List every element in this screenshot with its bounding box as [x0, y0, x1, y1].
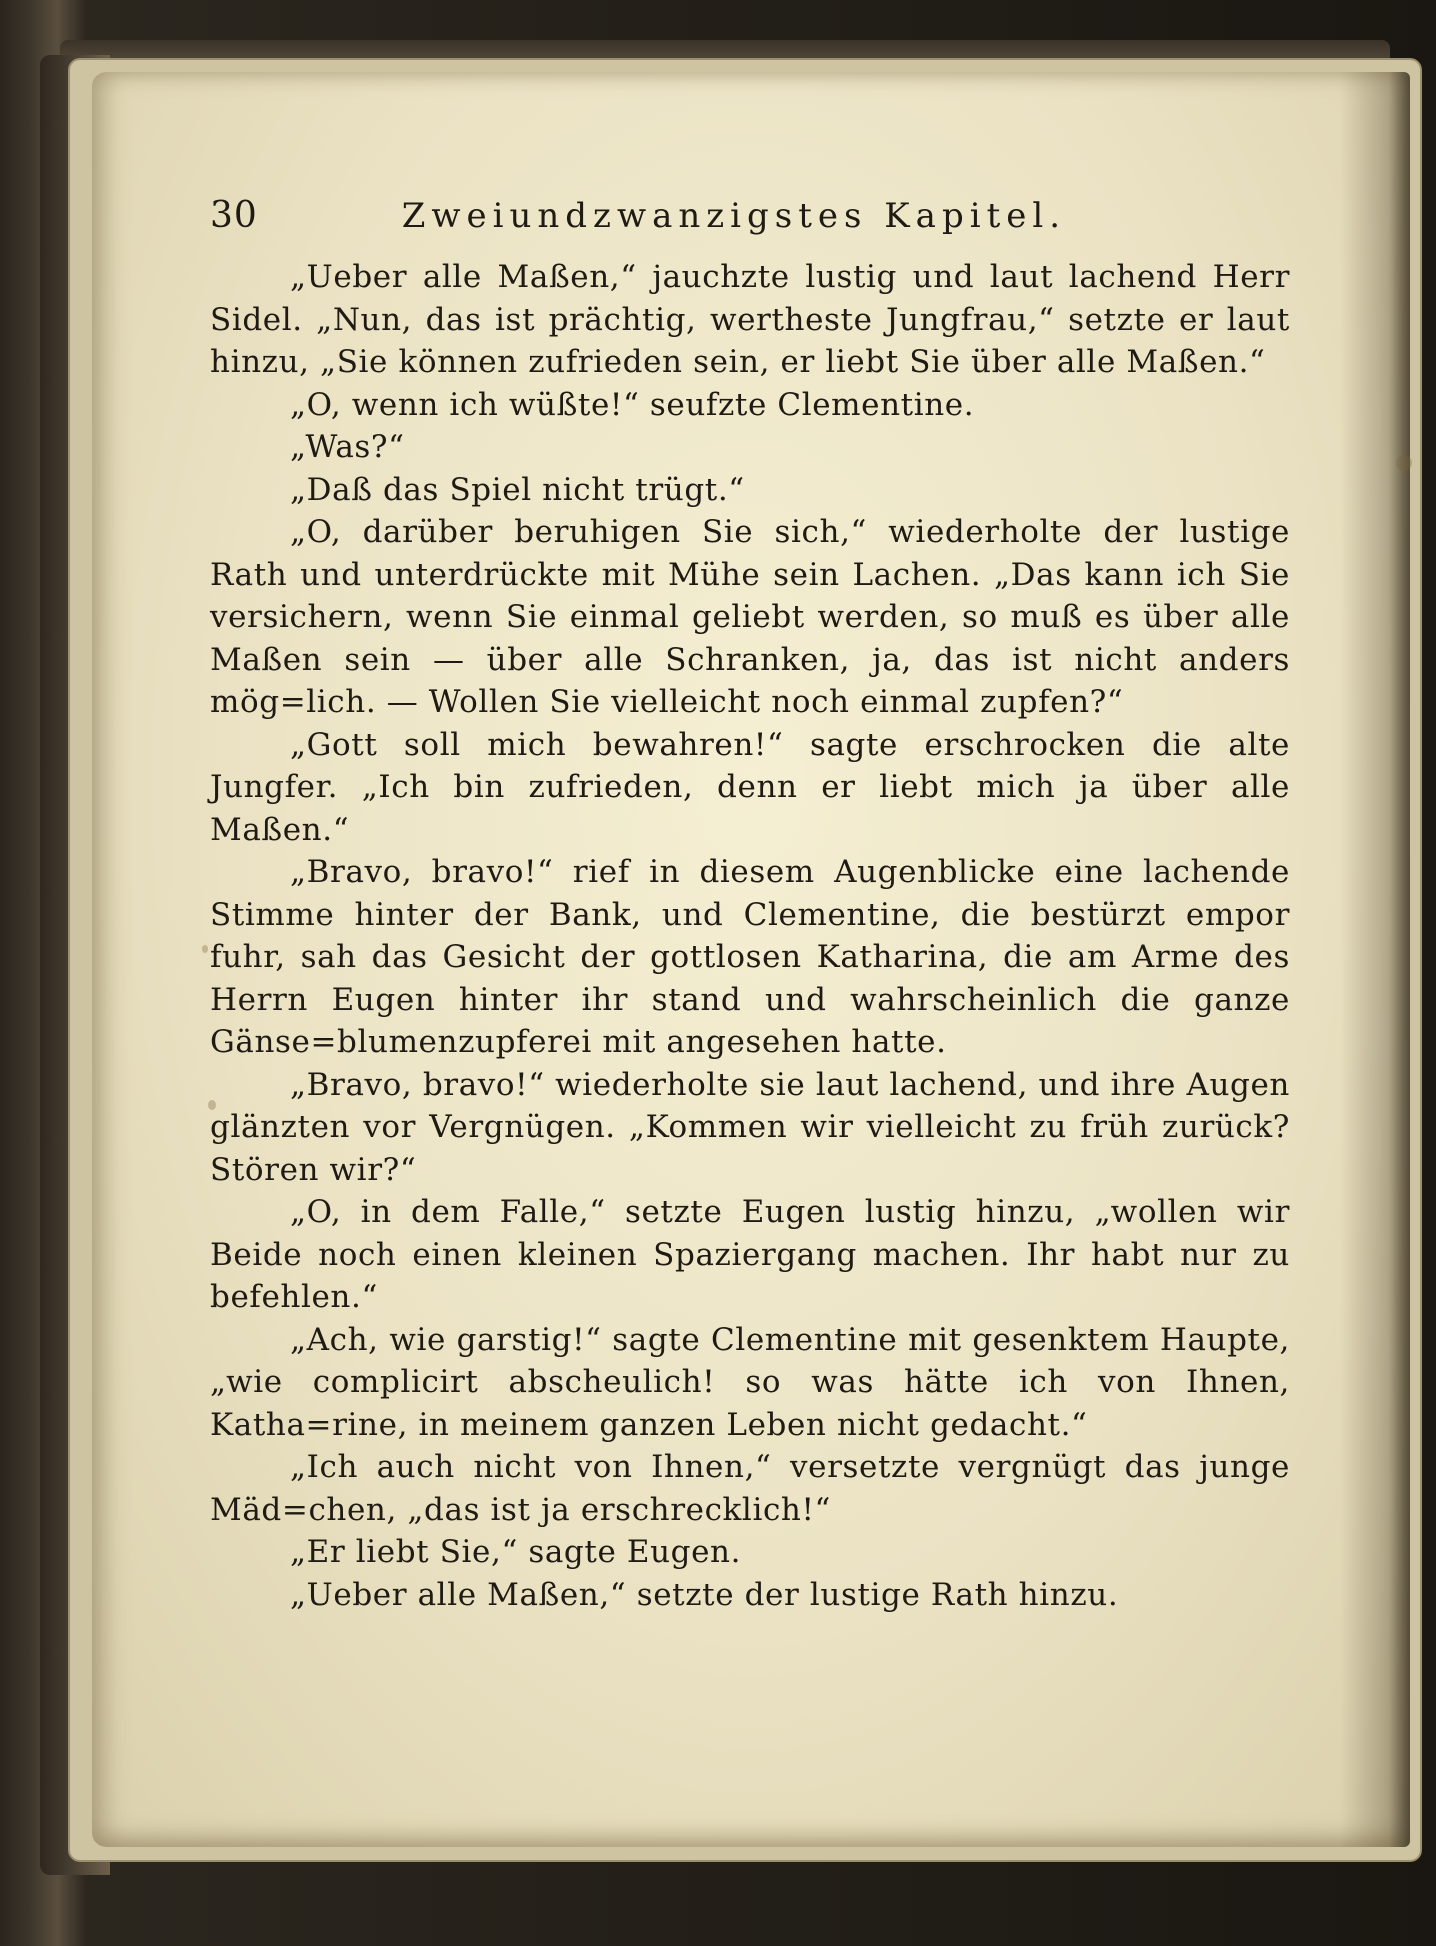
paragraph: „Ach, wie garstig!“ sagte Clementine mit gesenktem Haupte, „wie complicirt abscheulich! so was hätte ich von Ihnen, Katha=rine, in meinem ganzen Leben nicht gedacht.“: [210, 1321, 1290, 1443]
paragraph: „O, in dem Falle,“ setzte Eugen lustig hinzu, „wollen wir Beide noch einen kleinen Spaziergang machen. Ihr habt nur zu befehlen.“: [210, 1194, 1290, 1315]
paragraph: „Ueber alle Maßen,“ setzte der lustige Rath hinzu.: [290, 1576, 1119, 1613]
chapter-title: Zweiundzwanzigstes Kapitel.: [401, 196, 1067, 236]
paragraph: „Er liebt Sie,“ sagte Eugen.: [290, 1534, 742, 1570]
paragraph: „O, darüber beruhigen Sie sich,“ wiederholte der lustige Rath und unterdrückte mit Mühe sein Lachen. „Das kann ich Sie versichern, wenn Sie einmal geliebt werden, so muß es über alle Maßen sein — über alle Schranken, ja, das ist nicht anders mög=lich. — Wollen Sie vielleicht noch einmal zupfen?“: [210, 514, 1290, 720]
page-gutter-shadow: [1340, 72, 1410, 1847]
paragraph: „Bravo, bravo!“ wiederholte sie laut lachend, und ihre Augen glänzten vor Vergnügen. „Kommen wir vielleicht zu früh zurück? Stören wir?“: [210, 1066, 1290, 1188]
paper-spot: [202, 945, 208, 953]
paragraph: „Was?“: [290, 429, 405, 465]
paragraph: „Bravo, bravo!“ rief in diesem Augenblicke eine lachende Stimme hinter der Bank, und Clementine, die bestürzt empor fuhr, sah das Gesicht der gottlosen Katharina, die am Arme des Herrn Eugen hinter ihr stand und wahrscheinlich die ganze Gänse=blumenzupferei mit angesehen hatte.: [210, 854, 1290, 1060]
paragraph: „Ich auch nicht von Ihnen,“ versetzte vergnügt das junge Mäd=chen, „das ist ja erschrecklich!“: [210, 1449, 1290, 1528]
paragraph: „Gott soll mich bewahren!“ sagte erschrocken die alte Jungfer. „Ich bin zufrieden, denn er liebt mich ja über alle Maßen.“: [210, 726, 1290, 848]
page-content: [210, 195, 1290, 1616]
paper-spot: [1396, 455, 1412, 471]
page-number: 30: [210, 195, 258, 236]
paragraph: „Ueber alle Maßen,“ jauchzte lustig und laut lachend Herr Sidel. „Nun, das ist prächtig, wertheste Jungfrau,“ setzte er laut hinzu, „Sie können zufrieden sein, er liebt Sie über alle Maßen.“: [210, 259, 1290, 380]
running-head: [210, 195, 1290, 236]
paragraph: „O, wenn ich wüßte!“ seufzte Clementine.: [290, 386, 975, 423]
paragraph: „Daß das Spiel nicht trügt.“: [290, 471, 745, 508]
